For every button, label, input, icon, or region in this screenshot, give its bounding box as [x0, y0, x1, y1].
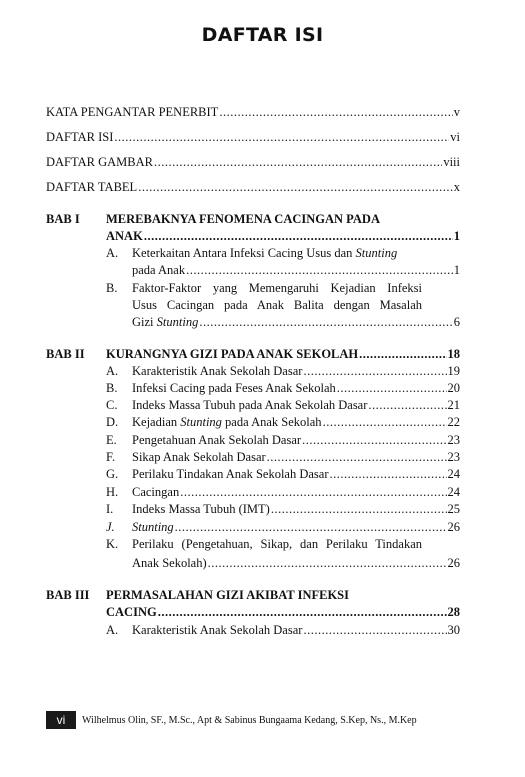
leader-dots: [271, 501, 447, 517]
toc-entry-label: KATA PENGANTAR PENERBIT: [46, 105, 219, 119]
toc-subentry[interactable]: [132, 466, 460, 482]
leader-dots: [114, 129, 449, 145]
item-letter: E.: [106, 433, 117, 447]
item-letter: G.: [106, 467, 119, 481]
toc-subentry-emphasis: Stunting: [355, 246, 398, 260]
leader-dots: [359, 346, 446, 362]
item-letter: I.: [106, 502, 114, 516]
toc-subentry[interactable]: Faktor-Faktor yang Memengaruhi Kejadian Infeksi: [132, 281, 422, 295]
toc-subentry-text-pre: Kejadian: [132, 415, 181, 429]
chapter-title-cont: ANAK: [106, 229, 143, 243]
toc-entry-page: 1: [453, 229, 460, 243]
leader-dots: [138, 179, 453, 195]
toc-entry-page: 23: [447, 433, 460, 447]
toc-subentry-text-post: pada Anak Sekolah: [221, 415, 322, 429]
toc-subentry-text-pre: Gizi: [132, 315, 157, 329]
toc-subentry[interactable]: [132, 449, 460, 465]
leader-dots: [158, 604, 447, 620]
toc-subentry-cont[interactable]: [132, 314, 460, 330]
chapter-number: BAB III: [46, 588, 90, 602]
toc-entry[interactable]: [46, 179, 460, 195]
leader-dots: [337, 380, 447, 396]
toc-entry-page: 26: [447, 556, 460, 570]
toc-subentry-cont[interactable]: [132, 555, 460, 571]
toc-subentry-text: Cacingan: [132, 485, 180, 499]
leader-dots: [303, 363, 446, 379]
toc-subentry[interactable]: [132, 432, 460, 448]
toc-entry-page: 25: [447, 502, 460, 516]
toc-subentry-text: Pengetahuan Anak Sekolah Dasar: [132, 433, 302, 447]
toc-entry[interactable]: [46, 154, 460, 170]
toc-subentry-text: Keterkaitan Antara Infeksi Cacing Usus dan: [132, 246, 356, 260]
leader-dots: [368, 397, 446, 413]
toc-entry-page: vi: [450, 130, 460, 144]
toc-entry-page: 19: [447, 364, 460, 378]
page-number-badge: vi: [46, 711, 76, 729]
toc-subentry-text: pada Anak: [132, 263, 186, 277]
toc-subentry-text: Karakteristik Anak Sekolah Dasar: [132, 623, 303, 637]
leader-dots: [303, 622, 446, 638]
toc-entry-page: 21: [447, 398, 460, 412]
toc-subentry[interactable]: [132, 245, 397, 261]
toc-entry-label: DAFTAR TABEL: [46, 180, 138, 194]
toc-subentry[interactable]: [132, 397, 460, 413]
toc-subentry-text: [132, 414, 322, 430]
chapter-number: BAB I: [46, 212, 80, 226]
chapter-number: BAB II: [46, 347, 85, 361]
toc-entry-page: 6: [453, 315, 460, 329]
item-letter: A.: [106, 246, 119, 260]
toc-subentry-text: Perilaku Tindakan Anak Sekolah Dasar: [132, 467, 329, 481]
item-letter: B.: [106, 381, 118, 395]
toc-entry-page: 28: [447, 605, 460, 619]
leader-dots: [267, 449, 447, 465]
toc-subentry[interactable]: [132, 501, 460, 517]
toc-chapter-entry[interactable]: [106, 604, 460, 620]
item-letter: A.: [106, 364, 119, 378]
chapter-title-cont: CACING: [106, 605, 157, 619]
item-letter: C.: [106, 398, 118, 412]
toc-entry[interactable]: [46, 104, 460, 120]
leader-dots: [175, 519, 447, 535]
toc-entry-page: 18: [447, 347, 460, 361]
toc-subentry-emphasis: Stunting: [132, 520, 174, 534]
toc-subentry[interactable]: [132, 380, 460, 396]
leader-dots: [144, 228, 453, 244]
toc-entry-label: DAFTAR GAMBAR: [46, 155, 154, 169]
toc-subentry-text: Karakteristik Anak Sekolah Dasar: [132, 364, 303, 378]
leader-dots: [199, 314, 452, 330]
chapter-title[interactable]: MEREBAKNYA FENOMENA CACINGAN PADA: [106, 212, 380, 226]
page-title: DAFTAR ISI: [201, 24, 324, 46]
toc-subentry[interactable]: [132, 519, 460, 535]
toc-subentry-text: Anak Sekolah): [132, 556, 207, 570]
toc-subentry[interactable]: [132, 414, 460, 430]
toc-subentry[interactable]: [132, 484, 460, 500]
toc-entry-page: 26: [447, 520, 460, 534]
item-letter: J.: [106, 520, 115, 534]
toc-entry-page: 1: [453, 263, 460, 277]
toc-subentry[interactable]: Perilaku (Pengetahuan, Sikap, dan Perilaku Tindakan: [132, 537, 422, 551]
item-letter: H.: [106, 485, 119, 499]
item-letter: F.: [106, 450, 116, 464]
toc-entry-page: 22: [447, 415, 460, 429]
leader-dots: [323, 414, 447, 430]
chapter-title: KURANGNYA GIZI PADA ANAK SEKOLAH: [106, 347, 359, 361]
toc-entry-page: v: [453, 105, 460, 119]
toc-subentry[interactable]: [132, 622, 460, 638]
toc-entry-page: 23: [447, 450, 460, 464]
item-letter: K.: [106, 537, 119, 551]
toc-entry-page: viii: [443, 155, 460, 169]
leader-dots: [180, 484, 446, 500]
toc-entry-page: 24: [447, 467, 460, 481]
toc-chapter-entry[interactable]: [106, 346, 460, 362]
leader-dots: [330, 466, 447, 482]
toc-subentry-emphasis: Stunting: [156, 315, 199, 329]
toc-entry-page: 30: [447, 623, 460, 637]
toc-subentry-cont[interactable]: [132, 262, 460, 278]
page-footer: [46, 711, 417, 729]
leader-dots: [208, 555, 447, 571]
toc-subentry-emphasis: Stunting: [180, 415, 222, 429]
toc-subentry-text: Sikap Anak Sekolah Dasar: [132, 450, 266, 464]
toc-chapter-entry[interactable]: [106, 228, 460, 244]
toc-entry[interactable]: [46, 129, 460, 145]
leader-dots: [219, 104, 452, 120]
leader-dots: [302, 432, 446, 448]
toc-entry-page: x: [453, 180, 460, 194]
toc-subentry-text: Infeksi Cacing pada Feses Anak Sekolah: [132, 381, 336, 395]
item-letter: A.: [106, 623, 119, 637]
footer-authors: Wilhelmus Olin, SF., M.Sc., Apt & Sabinus Bungaama Kedang, S.Kep, Ns., M.Kep: [82, 714, 417, 726]
toc-entry-label: DAFTAR ISI: [46, 130, 114, 144]
toc-subentry-cont[interactable]: Usus Cacingan pada Anak Balita dengan Masalah: [132, 298, 422, 312]
toc-subentry-text: Indeks Massa Tubuh pada Anak Sekolah Dasar: [132, 398, 368, 412]
toc-subentry-text: Indeks Massa Tubuh (IMT): [132, 502, 270, 516]
toc-subentry[interactable]: [132, 363, 460, 379]
chapter-title[interactable]: PERMASALAHAN GIZI AKIBAT INFEKSI: [106, 588, 349, 602]
item-letter: D.: [106, 415, 119, 429]
leader-dots: [186, 262, 453, 278]
toc-entry-page: 24: [447, 485, 460, 499]
toc-entry-page: 20: [447, 381, 460, 395]
item-letter: B.: [106, 281, 118, 295]
toc-subentry-text: [132, 314, 198, 330]
leader-dots: [154, 154, 442, 170]
